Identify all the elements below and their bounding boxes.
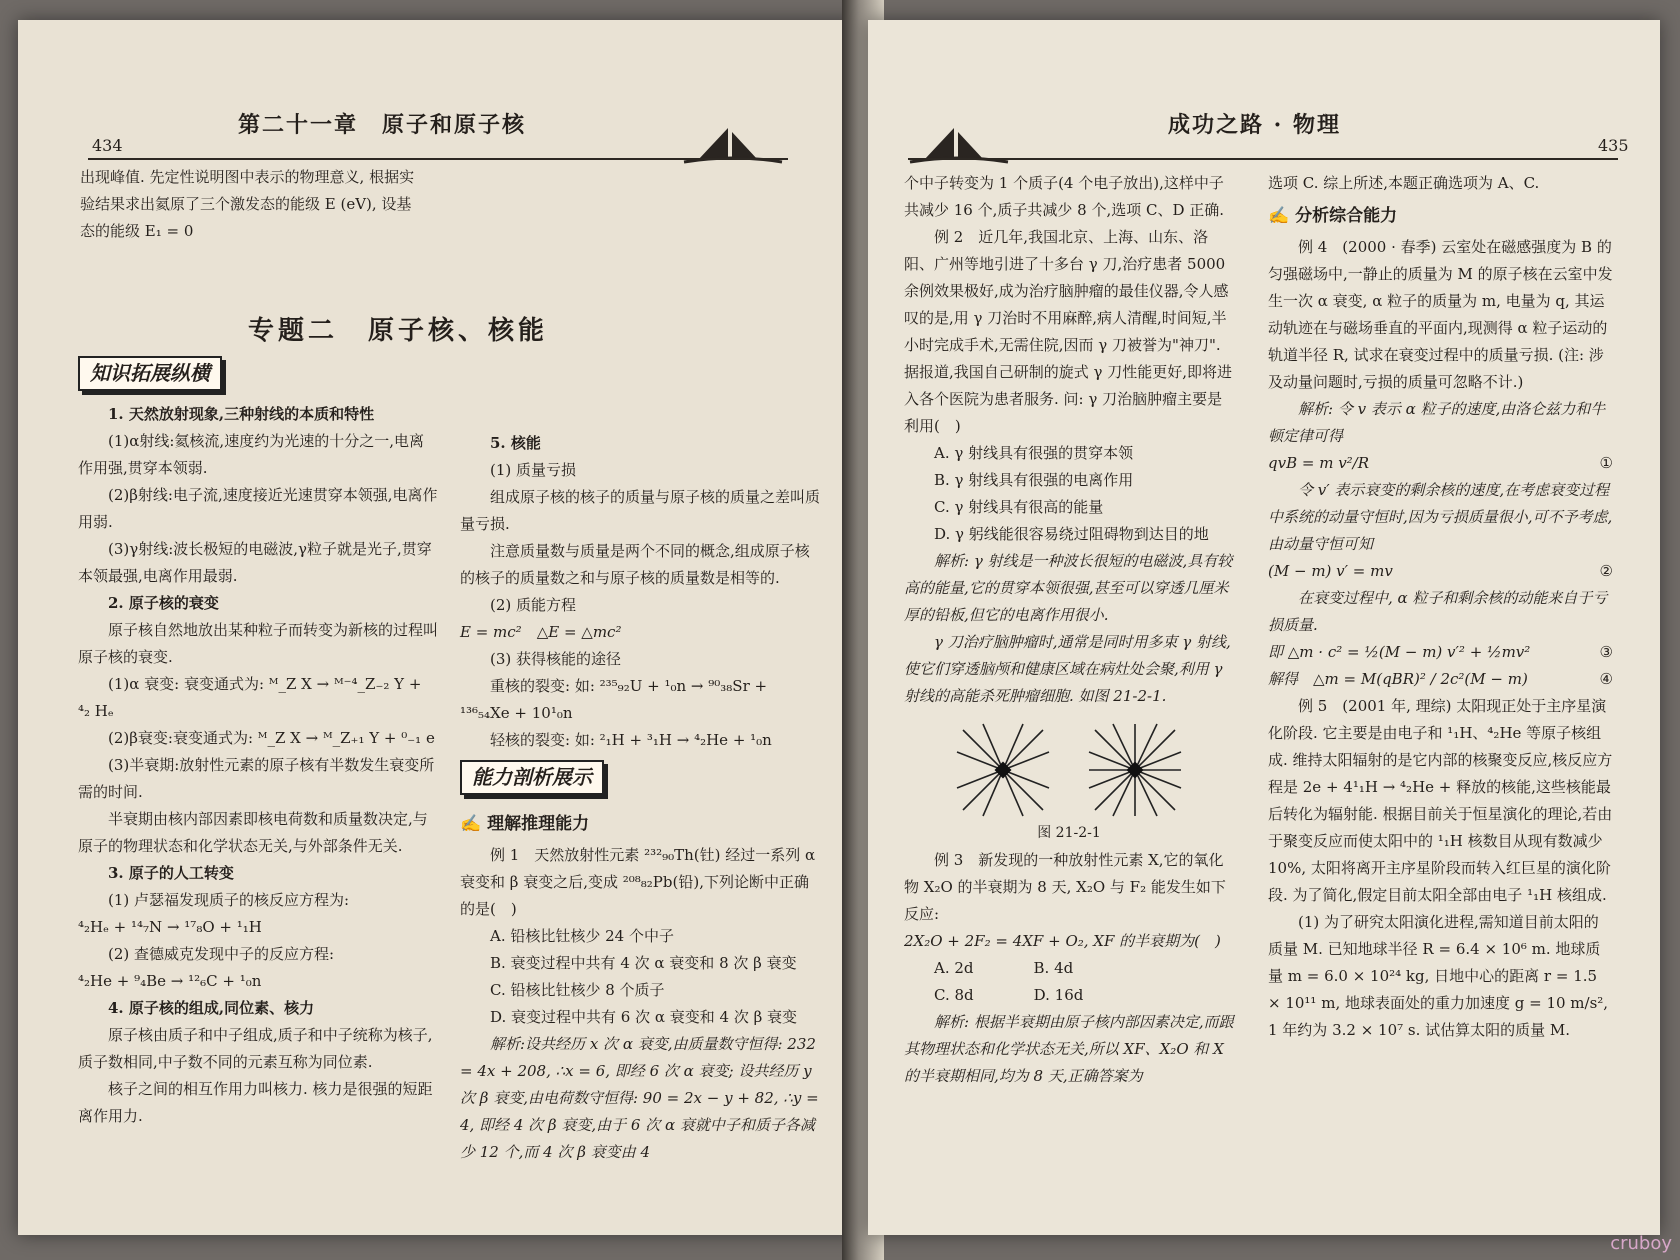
example-text: (1) 为了研究太阳演化进程,需知道目前太阳的质量 M. 已知地球半径 R = 6.4 × 10⁶ m. 地球质量 m = 6.0 × 10²⁴ kg, 日地中心的距离 r = 1.5 × 10¹¹ m, 地球表面处的重力加速度 g = 10 m/s², 1 年约为 3.2 × 10⁷ s. 试估算太阳的质量 M. [1268,913,1609,1039]
page-number: 435 [1598,136,1629,155]
equation: ⁴₂He + ⁹₄Be → ¹²₆C + ¹₀n [78,972,262,990]
text-line: 选项 C. 综上所述,本题正确选项为 A、C. [1268,174,1540,192]
option: A. 铅核比钍核少 24 个中子 [490,927,674,945]
solution-text: 解析: 根据半衰期由原子核内部因素决定,而跟其物理状态和化学状态无关,所以 XF、X₂O 和 X 的半衰期相同,均为 8 天,正确答案为 [904,1013,1234,1085]
header-rule [88,158,788,160]
converging-rays-diagram [1087,722,1183,818]
equation-body: (M − m) v′ = mv [1268,562,1393,580]
solution-text: 解析: 令 v 表示 α 粒子的速度,由洛仑兹力和牛顿定律可得 [1268,400,1606,445]
text-line: 4. 原子核的组成,同位素、核力 [108,999,315,1017]
left-page [18,20,860,1235]
equation-number: ① [1599,454,1613,472]
equation [1268,666,1613,693]
equation [1268,450,1613,477]
example-text: 例 1 天然放射性元素 ²³²₉₀Th(钍) 经过一系列 α 衰变和 β 衰变之后,变成 ²⁰⁸₈₂Pb(铅),下列论断中正确的是( ) [460,846,816,918]
text-line: 注意质量数与质量是两个不同的概念,组成原子核的核子的质量数之和与原子核的质量数是相等的. [460,542,810,587]
page-number: 434 [92,136,123,155]
option: A. 2d B. 4d [934,959,1074,977]
solution-text: 解析:设共经历 x 次 α 衰变,由质量数守恒得: 232 = 4x + 208, ∴x = 6, 即经 6 次 α 衰变; 设共经历 y 次 β 衰变,由电荷数守恒得: 90 = 2x − y + 82, ∴y = 4, 即经 4 次 β 衰变,由于 6 次 α 衰就中子和质子各减少 12 个,而 4 次 β 衰变由 4 [460,1035,819,1161]
left-column-1 [78,350,438,1130]
option: C. 8d D. 16d [934,986,1084,1004]
text-line: (1) 卢瑟福发现质子的核反应方程为: [108,891,350,909]
example-text: 例 4 (2000 · 春季) 云室处在磁感强度为 B 的匀强磁场中,一静止的质量为 M 的原子核在云室中发生一次 α 衰变, α 粒子的质量为 m, 电量为 q, 其运动轨迹在与磁场垂直的平面内,现测得 α 粒子运动的轨道半径 R, 试求在衰变过程中的质量亏损. (注: 涉及动量问题时,亏损的质量可忽略不计.) [1268,238,1613,391]
header-rule [908,158,1618,160]
subsection-label: 分析综合能力 [1295,206,1398,226]
solution-text: 在衰变过程中, α 粒子和剩余核的动能来自于亏损质量. [1268,589,1608,634]
text-line: 轻核的裂变: 如: ²₁H + ³₁H → ⁴₂He + ¹₀n [490,731,772,749]
example-text: 例 3 新发现的一种放射性元素 X,它的氧化物 X₂O 的半衰期为 8 天, X₂O 与 F₂ 能发生如下反应: [904,851,1226,923]
left-column-2 [460,430,820,1166]
text-line: (2) 质能方程 [490,596,577,614]
subsection-heading [460,811,820,838]
figure-gamma-knife [904,722,1234,818]
text-line: (3) 获得核能的途径 [490,650,622,668]
text-line: 2. 原子核的衰变 [108,594,219,612]
text-line: (1)α射线:氦核流,速度约为光速的十分之一,电离作用强,贯穿本领弱. [78,432,424,477]
watermark: cruboy [1610,1233,1672,1254]
text-line: (2)β射线:电子流,速度接近光速贯穿本领强,电离作用弱. [78,486,438,531]
text-line: 原子核由质子和中子组成,质子和中子统称为核子,质子数相同,中子数不同的元素互称为同位素. [78,1026,433,1071]
text-line: 核子之间的相互作用力叫核力. 核力是很强的短距离作用力. [78,1080,433,1125]
example-text: 例 2 近几年,我国北京、上海、山东、洛阳、广州等地引进了十多台 γ 刀,治疗患者 5000 余例效果极好,成为治疗脑肿瘤的最佳仪器,令人感叹的是,用 γ 刀治时不用麻醉,病人清醒,时间短,半小时完成手术,无需住院,因而 γ 刀被誉为"神刀". 据报道,我国自己研制的旋式 γ 刀性能更好,即将进入各个医院为患者服务. 问: γ 刀治脑肿瘤主要是利用( ) [904,228,1233,435]
text-line: 组成原子核的核子的质量与原子核的质量之差叫质量亏损. [460,488,821,533]
reading-figure-icon: ✍ [1268,206,1290,226]
equation: E = mc² △E = △mc² [460,623,622,641]
text-line: 原子核自然地放出某种粒子而转变为新核的过程叫原子核的衰变. [78,621,439,666]
right-column-1 [904,170,1234,1090]
solution-text: γ 刀治疗脑肿瘤时,通常是同时用多束 γ 射线,使它们穿透脑颅和健康区域在病灶处会聚,利用 γ 射线的高能杀死肿瘤细胞. 如图 21-2-1. [904,633,1231,705]
equation [1268,639,1613,666]
text-line: (2)β衰变:衰变通式为: ᴹ_Z X → ᴹ_Z₊₁ Y + ⁰₋₁ e [108,729,435,747]
subsection-heading [1268,203,1613,230]
text-line: 重核的裂变: 如: ²³⁵₉₂U + ¹₀n → ⁹⁰₃₈Sr + ¹³⁶₅₄Xe + 10¹₀n [460,677,768,722]
right-column-2 [1268,170,1613,1044]
equation-number: ② [1599,562,1613,580]
text-line: 半衰期由核内部因素即核电荷数和质量数决定,与原子的物理状态和化学状态无关,与外部条件无关. [78,810,428,855]
equation: 2X₂O + 2F₂ = 4XF + O₂, XF 的半衰期为( ) [904,932,1221,950]
section-banner: 能力剖析展示 [460,760,604,795]
sailboat-icon [904,124,1014,168]
option: C. 铅核比钍核少 8 个质子 [490,981,665,999]
equation-number: ④ [1599,670,1613,688]
text-line: (1)α 衰变: 衰变通式为: ᴹ_Z X → ᴹ⁻⁴_Z₋₂ Y + ⁴₂ Hₑ [78,675,422,720]
figure-caption: 图 21-2-1 [1037,825,1101,841]
reading-figure-icon: ✍ [460,814,482,834]
option: C. γ 射线具有很高的能量 [934,498,1104,516]
text-line: (3)γ射线:波长极短的电磁波,γ粒子就是光子,贯穿本领最强,电离作用最弱. [78,540,432,585]
solution-text: 解析: γ 射线是一种波长很短的电磁波,具有较高的能量,它的贯穿本领很强,甚至可以穿透几厘米厚的铅板,但它的电离作用很小. [904,552,1233,624]
text-line: (3)半衰期:放射性元素的原子核有半数发生衰变所需的时间. [78,756,435,801]
option: D. γ 躬线能很容易绕过阻碍物到达目的地 [934,525,1209,543]
right-page [868,20,1660,1235]
equation-number: ③ [1599,643,1613,661]
text-line: 3. 原子的人工转变 [108,864,234,882]
equation: ⁴₂Hₑ + ¹⁴₇N → ¹⁷₈O + ¹₁H [78,918,262,936]
converging-rays-diagram [955,722,1051,818]
option: D. 衰变过程中共有 6 次 α 衰变和 4 次 β 衰变 [490,1008,798,1026]
equation-body: 即 △m · c² = ½(M − m) v′² + ½mv² [1268,643,1531,661]
book-header: 成功之路 · 物理 [1168,112,1341,138]
text-line: 个中子转变为 1 个质子(4 个电子放出),这样中子共减少 16 个,质子共减少 8 个,选项 C、D 正确. [904,174,1225,219]
chapter-header: 第二十一章 原子和原子核 [238,112,527,138]
text-line: 5. 核能 [490,434,541,452]
subsection-label: 理解推理能力 [487,814,590,834]
equation-body: qvB = m v²/R [1268,454,1370,472]
intro-text: 出现峰值. 先定性说明图中表示的物理意义, 根据实验结果求出氦原了三个激发态的能级 E (eV), 设基态的能级 E₁ = 0 [80,168,415,240]
option: B. 衰变过程中共有 4 次 α 衰变和 8 次 β 衰变 [490,954,797,972]
solution-text: 令 v′ 表示衰变的剩余核的速度,在考虑衰变过程中系统的动量守恒时,因为亏损质量很小,可不予考虑,由动量守恒可知 [1268,481,1613,553]
equation-body: 解得 △m = M(qBR)² / 2c²(M − m) [1268,670,1528,688]
topic-title: 专题二 原子核、核能 [248,316,549,346]
equation [1268,558,1613,585]
option: B. γ 射线具有很强的电离作用 [934,471,1134,489]
text-line: (2) 查德威克发现中子的反应方程: [108,945,335,963]
text-line: 1. 天然放射现象,三种射线的本质和特性 [108,405,375,423]
text-line: (1) 质量亏损 [490,461,577,479]
sailboat-icon [678,124,788,168]
example-text: 例 5 (2001 年, 理综) 太阳现正处于主序星演化阶段. 它主要是由电子和 ¹₁H、⁴₂He 等原子核组成. 维持太阳辐射的是它内部的核聚变反应,核反应方程是 2e + 4¹₁H → ⁴₂He + 释放的核能,这些核能最后转化为辐射能. 根据目前关于恒星演化的理论,若由于聚变反应而使太阳中的 ¹₁H 核数目从现有数减少 10%, 太阳将离开主序星阶段而转入红巨星的演化阶段. 为了简化,假定目前太阳全部由电子 ¹₁H 核组成. [1268,697,1613,904]
option: A. γ 射线具有很强的贯穿本领 [934,444,1134,462]
section-banner: 知识拓展纵横 [78,356,222,391]
